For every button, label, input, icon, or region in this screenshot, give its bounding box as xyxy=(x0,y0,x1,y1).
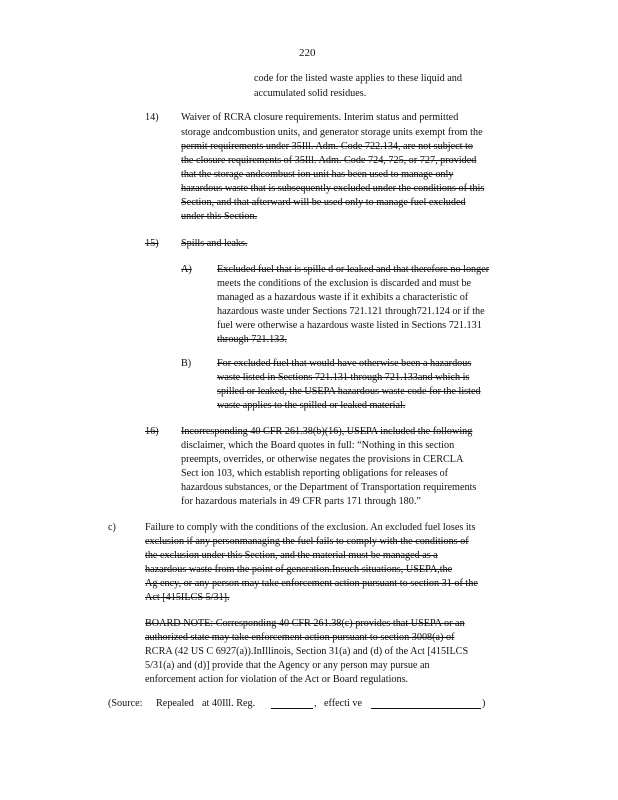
subsection-c-line-struck: the exclusion under this Section, and the material must be managed as a xyxy=(145,550,438,561)
item-15a-line: meets the conditions of the exclusion is discarded and must be xyxy=(217,278,472,289)
source-register: at 40Ill. Reg. xyxy=(202,698,256,709)
item-15a-line-struck: through 721.133. xyxy=(217,334,287,345)
item-16-line: for hazardous materials in 49 CFR parts 171 through 180.” xyxy=(181,496,421,507)
subsection-c-label: c) xyxy=(108,522,116,533)
page-number: 220 xyxy=(299,47,316,59)
item-15b-line-struck: waste applies to the spilled or leaked material. xyxy=(217,400,406,411)
item-14-line-struck: hazardous waste that is subsequently excluded under the conditions of this xyxy=(181,183,485,194)
subsection-c-line: Failure to comply with the conditions of the exclusion. An excluded fuel loses its xyxy=(145,522,476,533)
item-15a-line: fuel were otherwise a hazardous waste listed in Sections 721.131 xyxy=(217,320,482,331)
item-15a-line-struck: Excluded fuel that is spille d or leaked and that therefore no longer xyxy=(217,264,490,275)
source-close: ) xyxy=(482,698,486,709)
item-16-line-struck: Incorresponding 40 CFR 261.38(b)(16), USEPA included the following xyxy=(181,426,473,437)
item-15b-line-struck: spilled or leaked, the USEPA hazardous waste code for the listed xyxy=(217,386,481,397)
item-14-line: storage andcombustion units, and generator storage units exempt from the xyxy=(181,127,483,138)
effective-date-blank xyxy=(371,698,481,709)
item-16-line: Sect ion 103, which establish reporting obligations for releases of xyxy=(181,468,449,479)
item-15-heading: Spills and leaks. xyxy=(181,238,248,249)
item-15b-label: B) xyxy=(181,358,192,369)
item-15a-label: A) xyxy=(181,264,192,275)
source-effective: effecti ve xyxy=(324,698,362,709)
source-comma: , xyxy=(314,698,317,709)
board-note-line-struck: BOARD NOTE: Corresponding 40 CFR 261.38(c) provides that USEPA or an xyxy=(145,618,465,629)
item-15a-line: managed as a hazardous waste if it exhibits a characteristic of xyxy=(217,292,469,303)
item-14-line: Waiver of RCRA closure requirements. Interim status and permitted xyxy=(181,112,459,123)
item-14-line-struck: permit requirements under 35Ill. Adm. Code 722.134, are not subject to xyxy=(181,141,473,152)
item-16-line: hazardous substances, or the Department of Transportation requirements xyxy=(181,482,477,493)
item-15a-line: hazardous waste under Sections 721.121 through721.124 or if the xyxy=(217,306,485,317)
subsection-c-line-struck: Act [415ILCS 5/31]. xyxy=(145,592,230,603)
subsection-c-line-struck: Ag ency, or any person may take enforcement action pursuant to section 31 of the xyxy=(145,578,478,589)
subsection-c-line-struck: hazardous waste from the point of generation.Insuch situations, USEPA,the xyxy=(145,564,453,575)
item-14-number: 14) xyxy=(145,112,159,123)
source-repealed: Repealed xyxy=(156,698,194,709)
board-note-line: 5/31(a) and (d)] provide that the Agency or any person may pursue an xyxy=(145,660,430,671)
source-label: (Source: xyxy=(108,698,143,709)
register-blank xyxy=(271,698,313,709)
item-16-line: preempts, overrides, or otherwise negates the provisions in CERCLA xyxy=(181,454,464,465)
item-15b-line-struck: waste listed in Sections 721.131 through 721.133and which is xyxy=(217,372,470,383)
item-14-line-struck: under this Section. xyxy=(181,211,258,222)
item-14-line-struck: that the storage andcombust ion unit has been used to manage only xyxy=(181,169,454,180)
board-note-line-struck: authorized state may take enforcement action pursuant to section 3008(a) of xyxy=(145,632,455,643)
item-16-line: disclaimer, which the Board quotes in full: “Nothing in this section xyxy=(181,440,455,451)
item-14-line-struck: the closure requirements of 35Ill. Adm. Code 724, 725, or 727, provided xyxy=(181,155,477,166)
continuation-line: code for the listed waste applies to these liquid and xyxy=(254,73,462,84)
item-16-number: 16) xyxy=(145,426,159,437)
board-note-line: RCRA (42 US C 6927(a)).InIllinois, Section 31(a) and (d) of the Act [415ILCS xyxy=(145,646,469,657)
subsection-c-line-struck: exclusion if any personmanaging the fuel fails to comply with the conditions of xyxy=(145,536,469,547)
continuation-line: accumulated solid residues. xyxy=(254,88,367,99)
board-note-line: enforcement action for violation of the Act or Board regulations. xyxy=(145,674,409,685)
item-15-number: 15) xyxy=(145,238,159,249)
item-15b-line-struck: For excluded fuel that would have otherwise been a hazardous xyxy=(217,358,472,369)
item-14-line-struck: Section, and that afterward will be used only to manage fuel excluded xyxy=(181,197,466,208)
